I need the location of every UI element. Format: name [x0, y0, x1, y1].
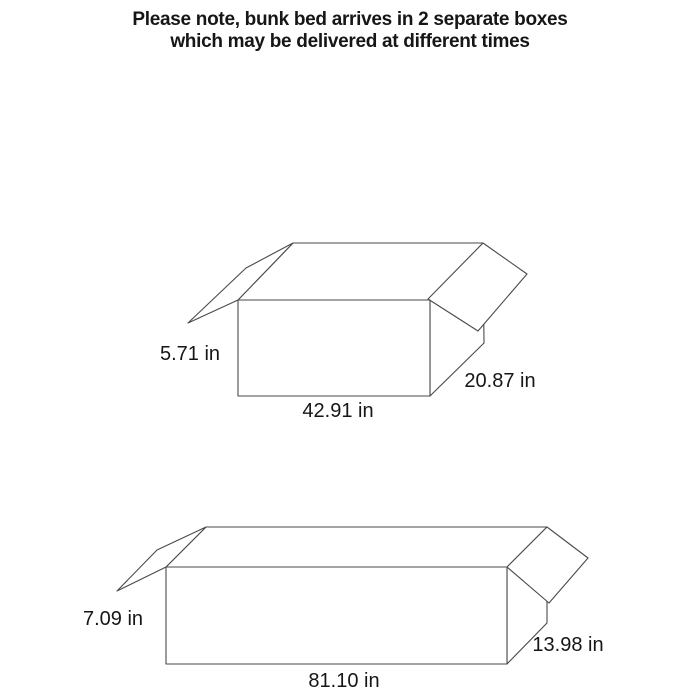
box-2-length-label: 81.10 in — [308, 670, 380, 692]
box-2-height-label: 7.09 in — [82, 608, 144, 630]
box-1-length-label: 42.91 in — [302, 400, 374, 422]
box-2-drawing — [83, 527, 604, 692]
header-line-2: which may be delivered at different times — [170, 31, 530, 52]
box-2-top-face — [166, 527, 547, 567]
header-line-1: Please note, bunk bed arrives in 2 separate boxes — [132, 9, 568, 30]
box-1-height-label: 5.71 in — [159, 343, 221, 365]
box-2-depth-label: 13.98 in — [532, 634, 604, 656]
box-2-front-face — [166, 567, 507, 664]
box-1-depth-label: 20.87 in — [464, 370, 536, 392]
box-1-drawing — [160, 243, 536, 422]
box-1-front-face — [238, 300, 430, 396]
